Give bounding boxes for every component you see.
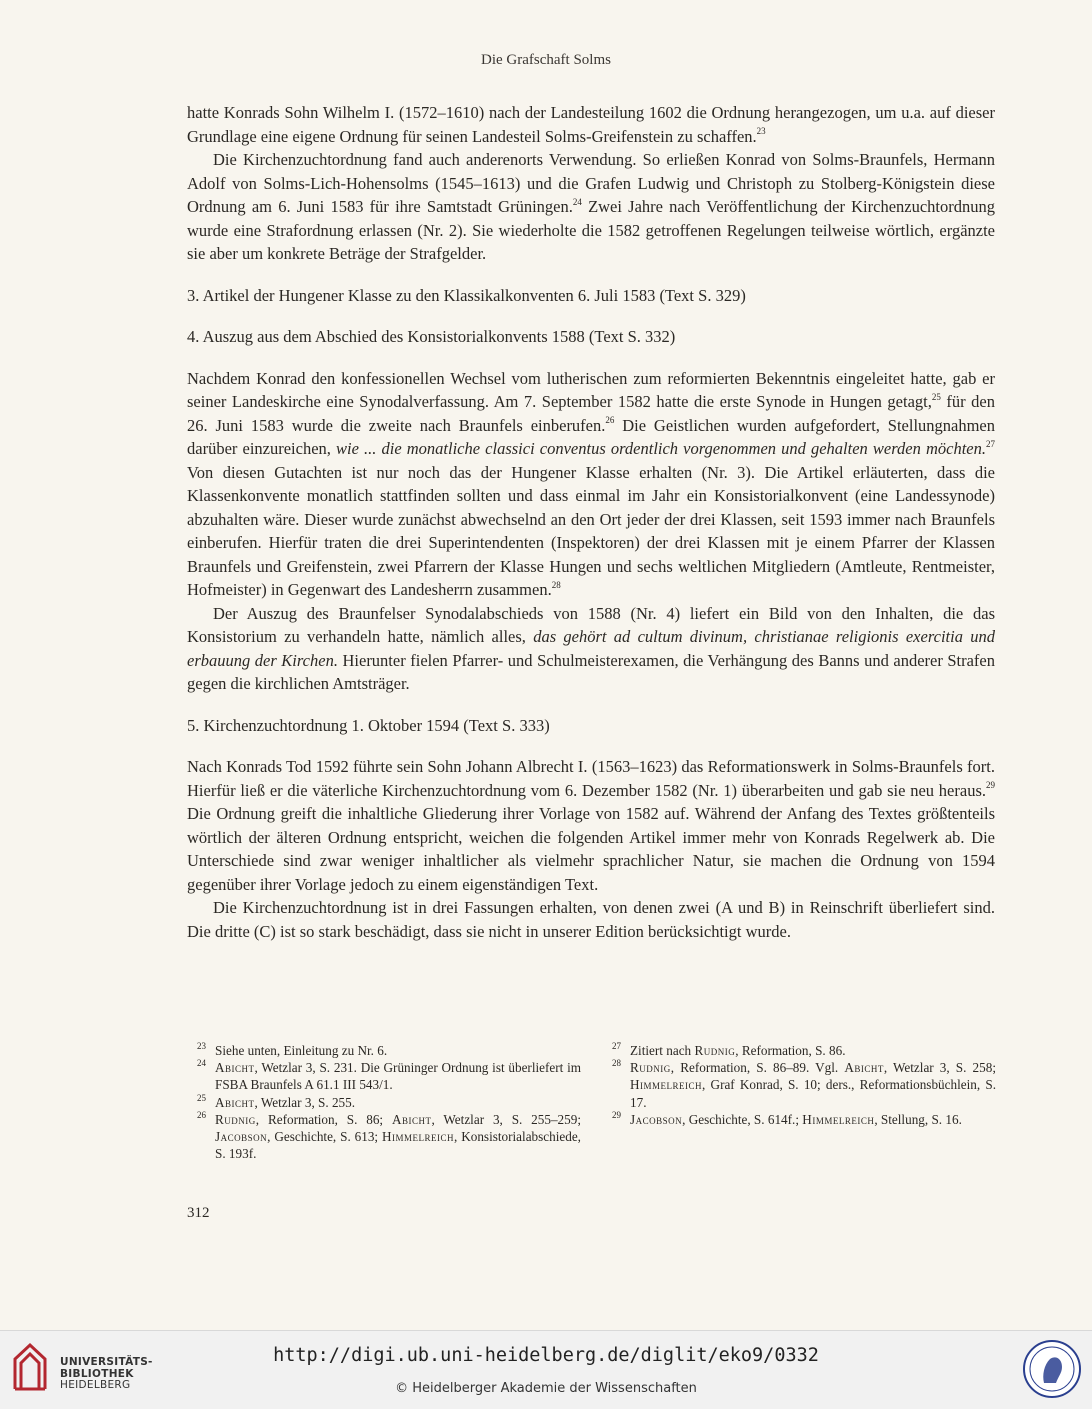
footer-bar xyxy=(0,1330,1092,1409)
footnote: 25 Abicht, Wetzlar 3, S. 255. xyxy=(197,1092,356,1110)
paragraph: Nachdem Konrad den konfessionellen Wechsel vom lutherischen zum reformierten Bekenntnis eingeleitet hatte, gab er seiner Landeskirche eine Synodalverfassung. Am 7. September 1582 hatte die erste Synode in Hungen getagt,$^{25}$ für den 26. Juni 1583 wurde die zweite nach Braunfels einberufen.$^{26}$ Die Geistlichen wurden aufgefordert, Stellungnahmen darüber einzureichen, wie ... die monatliche classici conventus ordentlich vorgenommen und gehalten werden möchten.$^{27}$ Von diesen Gutachten ist nur noch das der Hungener Klasse erhalten (Nr. 3). Die Artikel erläuterten, dass die Klassenkonvente monatlich stattfinden sollten und dass einmal im Jahr ein Konsistorialkonvent (eine Landessynode) abzuhalten wäre. Dieser wurde zunächst abwechselnd an den Ort jeder der drei Klassen, seit 1593 immer nach Braunfels einberufen. Hierfür traten die drei Superintendenten (Inspektoren) der drei Klassen mit je einem Pfarrer der Klassen Braunfels und Greifenstein, zwei Pfarrern der Klasse Hungen und sechs weltlichen Mitgliedern (Amtleute, Rentmeister, Hofmeister) in Gegenwart des Landesherrn zusammen.$^{28}$ xyxy=(187,368,996,599)
section-heading: 3. Artikel der Hungener Klasse zu den Klassikalkonventen 6. Juli 1583 (Text S. 329) xyxy=(187,285,746,305)
footnote-ref[interactable]: 28 xyxy=(551,579,561,590)
section-heading: 4. Auszug aus dem Abschied des Konsistorialkonvents 1588 (Text S. 332) xyxy=(187,327,676,346)
section-heading: 5. Kirchenzuchtordnung 1. Oktober 1594 (Text S. 333) xyxy=(187,715,550,735)
footnote-ref[interactable]: 25 xyxy=(931,391,941,402)
footnote: 28 Rudnig, Reformation, S. 86–89. Vgl. Abicht, Wetzlar 3, S. 258; Himmelreich, Graf Konrad, S. 10; ders., Reformationsbüchlein, S. 17. xyxy=(612,1058,996,1110)
footnote: 23 Siehe unten, Einleitung zu Nr. 6. xyxy=(197,1041,388,1058)
paragraph: Der Auszug des Braunfelser Synodalabschieds von 1588 (Nr. 4) liefert ein Bild von den Inhalten, die das Konsistorium zu verhandeln hatte, nämlich alles, das gehört ad cultum divinum, christianae religionis exercitia und erbauung der Kirchen. Hierunter fielen Pfarrer- und Schulmeisterexamen, die Verhängung des Banns und anderer Strafen gegen die kirchlichen Amtsträger. xyxy=(187,603,996,693)
footnote-ref[interactable]: 29 xyxy=(986,780,995,790)
footnote-ref[interactable]: 27 xyxy=(985,438,995,449)
footnote-ref[interactable]: 23 xyxy=(756,126,766,136)
copyright-notice: © Heidelberger Akademie der Wissenschaften xyxy=(395,1381,697,1396)
footnote: 26 Rudnig, Reformation, S. 86; Abicht, Wetzlar 3, S. 255–259; Jacobson, Geschichte, S. 613; Himmelreich, Konsistorialabschiede, S. 193f. xyxy=(197,1109,581,1162)
paragraph: Die Kirchenzuchtordnung fand auch anderenorts Verwendung. So erließen Konrad von Solms-Braunfels, Hermann Adolf von Solms-Lich-Hohensolms (1545–1613) und die Grafen Ludwig und Christoph zu Stolberg-Königstein diese Ordnung am 6. Juni 1583 für ihre Samtstadt Grüningen.$^{24}$ Zwei Jahre nach Veröffentlichung der Kirchenzuchtordnung wurde eine Strafordnung erlassen (Nr. 2). Sie wiederholte die 1582 getroffenen Regelungen teilweise wörtlich, ergänzte sie aber um konkrete Beträge der Strafgelder. xyxy=(187,150,995,263)
latin-quote: wie ... die monatliche classici conventus ordentlich vorgenommen und gehalten werden möchten. xyxy=(336,439,986,458)
academy-seal-icon xyxy=(1022,1339,1082,1399)
footnote-ref[interactable]: 24 xyxy=(572,196,582,207)
latin-quote: das gehört ad cultum divinum, christianae religionis exercitia und erbauung der Kirchen. xyxy=(187,627,995,670)
paragraph: Nach Konrads Tod 1592 führte sein Sohn Johann Albrecht I. (1563–1623) das Reformationswerk in Solms-Braunfels fort. Hierfür ließ er die väterliche Kirchenzuchtordnung vom 6. Dezember 1582 (Nr. 1) überarbeiten und gab sie neu heraus.$^{29}$ Die Ordnung greift die inhaltliche Gliederung ihrer Vorlage von 1582 auf. Während der Anfang des Textes größtenteils wörtlich der älteren Ordnung entspricht, weichen die folgenden Artikel immer mehr von Konrads Regelwerk ab. Die Unterschiede sind zwar weniger inhaltlicher als vielmehr sprachlicher Natur, sie machen die Ordnung von 1594 gegenüber ihrer Vorlage jedoch zu einem eigenständigen Text. xyxy=(187,757,995,894)
footnote: 27 Zitiert nach Rudnig, Reformation, S. 86. xyxy=(612,1041,846,1058)
footnote: 29 Jacobson, Geschichte, S. 614f.; Himmelreich, Stellung, S. 16. xyxy=(612,1109,962,1127)
footnote-ref[interactable]: 26 xyxy=(605,415,615,425)
page-number: 312 xyxy=(187,1205,210,1221)
library-logo-text: UNIVERSITÄTS- BIBLIOTHEK HEIDELBERG xyxy=(60,1356,153,1391)
running-head: Die Grafschaft Solms xyxy=(481,52,611,68)
footnotes-right-column xyxy=(612,1042,996,1128)
paragraph: Die Kirchenzuchtordnung ist in drei Fassungen erhalten, von denen zwei (A und B) in Reinschrift überliefert sind. Die dritte (C) ist so stark beschädigt, dass sie nicht in unserer Edition berücksichtigt wurde. xyxy=(187,898,995,941)
paragraph: hatte Konrads Sohn Wilhelm I. (1572–1610) nach der Landesteilung 1602 die Ordnung herangezogen, um u.a. auf dieser Grundlage eine eigene Ordnung für seinen Landesteil Solms-Greifenstein zu schaffen.$^{23}$ xyxy=(187,103,995,146)
footnote: 24 Abicht, Wetzlar 3, S. 231. Die Grüninger Ordnung ist überliefert im FSBA Braunfels A 61.1 III 543/1. xyxy=(197,1058,581,1093)
footnotes-left-column xyxy=(197,1042,581,1162)
main-text xyxy=(187,101,995,943)
permalink-url[interactable]: http://digi.ub.uni-heidelberg.de/diglit/eko9/0332 xyxy=(273,1345,819,1366)
